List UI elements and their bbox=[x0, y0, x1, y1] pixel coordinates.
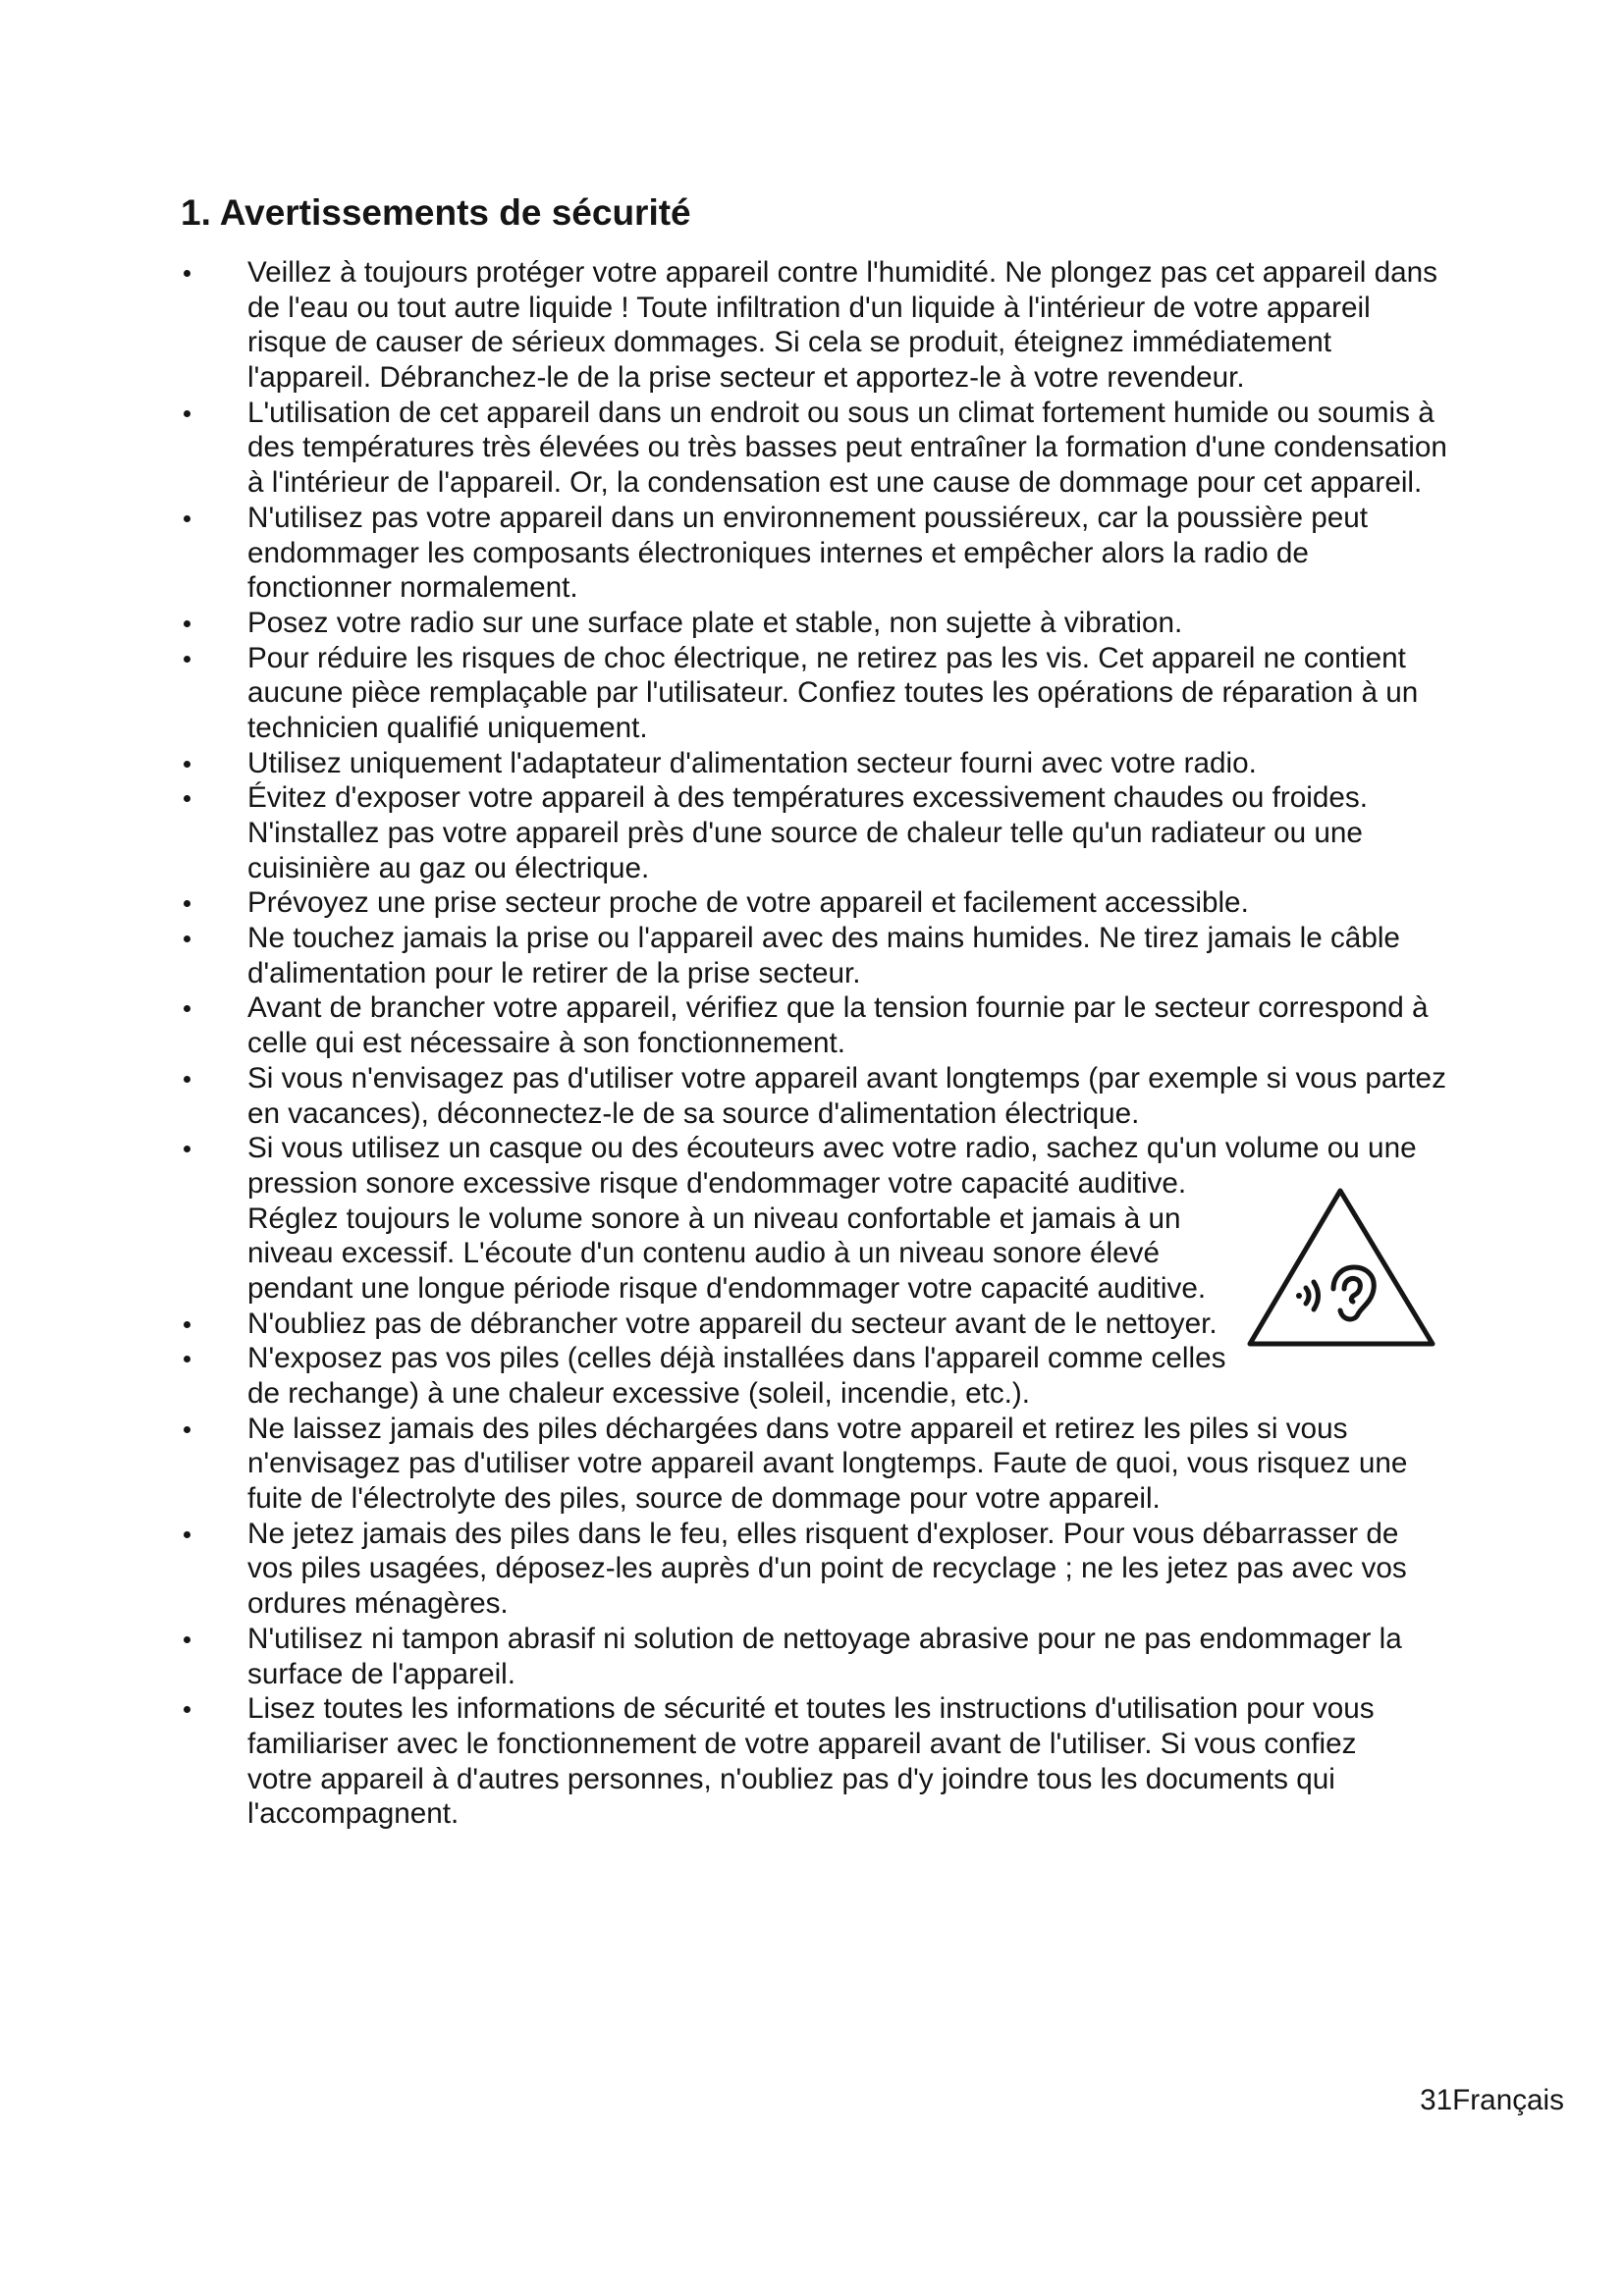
warning-line: N'exposez pas vos piles (celles déjà installées dans l'appareil comme celles bbox=[247, 1342, 1226, 1375]
warning-line: niveau excessif. L'écoute d'un contenu audio à un niveau sonore élevé bbox=[247, 1237, 1161, 1270]
warning-line: vos piles usagées, déposez-les auprès d'un point de recyclage ; ne les jetez pas avec vos bbox=[247, 1552, 1407, 1585]
warning-line: L'utilisation de cet appareil dans un endroit ou sous un climat fortement humide ou soumis à bbox=[247, 396, 1435, 429]
warning-item bbox=[0, 1517, 1624, 1622]
warning-line: celle qui est nécessaire à son fonctionnement. bbox=[247, 1027, 845, 1060]
warning-item bbox=[0, 1622, 1624, 1691]
warning-item bbox=[0, 990, 1624, 1060]
warning-line: votre appareil à d'autres personnes, n'oubliez pas d'y joindre tous les documents qui bbox=[247, 1762, 1335, 1795]
bullet bbox=[184, 620, 190, 627]
warning-item bbox=[0, 780, 1624, 885]
warning-line: fuite de l'électrolyte des piles, source de dommage pour votre appareil. bbox=[247, 1482, 1161, 1516]
warning-item bbox=[0, 921, 1624, 990]
warning-line: à l'intérieur de l'appareil. Or, la condensation est une cause de dommage pour cet appareil. bbox=[247, 466, 1423, 500]
warning-item bbox=[0, 255, 1624, 396]
warning-line: d'alimentation pour le retirer de la prise secteur. bbox=[247, 956, 861, 989]
bullet bbox=[184, 410, 190, 417]
warning-line: Si vous utilisez un casque ou des écouteurs avec votre radio, sachez qu'un volume ou une bbox=[247, 1132, 1417, 1165]
warning-line: familiariser avec le fonctionnement de votre appareil avant de l'utiliser. Si vous confiez bbox=[247, 1727, 1357, 1760]
warning-line: surface de l'appareil. bbox=[247, 1657, 516, 1690]
bullet bbox=[184, 1426, 190, 1433]
hearing-damage-warning-icon bbox=[1242, 1183, 1440, 1352]
warning-line: l'accompagnent. bbox=[247, 1797, 460, 1831]
warning-line: Si vous n'envisagez pas d'utiliser votre appareil avant longtemps (par exemple si vous partez bbox=[247, 1061, 1446, 1095]
warning-item bbox=[0, 1691, 1624, 1832]
safety-warnings-list bbox=[0, 255, 1624, 1832]
warning-item bbox=[0, 501, 1624, 606]
warning-line: Posez votre radio sur une surface plate et stable, non sujette à vibration. bbox=[247, 606, 1183, 639]
warning-line: cuisinière au gaz ou électrique. bbox=[247, 851, 650, 884]
warning-line: Réglez toujours le volume sonore à un niveau confortable et jamais à un bbox=[247, 1201, 1181, 1235]
warning-line: Ne laissez jamais des piles déchargées dans votre appareil et retirez les piles si vous bbox=[247, 1412, 1348, 1445]
warning-item bbox=[0, 746, 1624, 781]
warning-line: N'utilisez pas votre appareil dans un environnement poussiéreux, car la poussière peut bbox=[247, 501, 1369, 534]
warning-line: Avant de brancher votre appareil, vérifiez que la tension fournie par le secteur correspond à bbox=[247, 991, 1429, 1025]
warning-line: N'utilisez ni tampon abrasif ni solution de nettoyage abrasive pour ne pas endommager la bbox=[247, 1622, 1402, 1655]
warning-line: fonctionner normalement. bbox=[247, 571, 578, 605]
warning-line: Utilisez uniquement l'adaptateur d'alimentation secteur fourni avec votre radio. bbox=[247, 746, 1257, 779]
bullet bbox=[184, 515, 190, 522]
page-number: 31Français bbox=[1420, 2084, 1564, 2116]
bullet bbox=[184, 1321, 190, 1328]
warning-line: l'appareil. Débranchez-le de la prise secteur et apportez-le à votre revendeur. bbox=[247, 361, 1245, 395]
warning-line: ordures ménagères. bbox=[247, 1587, 509, 1621]
bullet bbox=[184, 270, 190, 277]
warning-item bbox=[0, 396, 1624, 501]
warning-line: aucune pièce remplaçable par l'utilisateur. Confiez toutes les opérations de réparation à un bbox=[247, 676, 1419, 710]
warning-line: Ne jetez jamais des piles dans le feu, elles risquent d'exploser. Pour vous débarrasser de bbox=[247, 1517, 1399, 1550]
warning-item bbox=[0, 885, 1624, 921]
bullet bbox=[184, 935, 190, 942]
warning-line: pression sonore excessive risque d'endommager votre capacité auditive. bbox=[247, 1166, 1187, 1200]
bullet bbox=[184, 1531, 190, 1538]
warning-line: n'envisagez pas d'utiliser votre appareil avant longtemps. Faute de quoi, vous risquez une bbox=[247, 1447, 1408, 1480]
warning-line: endommager les composants électroniques internes et empêcher alors la radio de bbox=[247, 536, 1309, 569]
warning-item bbox=[0, 606, 1624, 641]
warning-line: pendant une longue période risque d'endommager votre capacité auditive. bbox=[247, 1271, 1207, 1305]
warning-line: Veillez à toujours protéger votre appareil contre l'humidité. Ne plongez pas cet appareil dans bbox=[247, 256, 1438, 289]
warning-item bbox=[0, 641, 1624, 746]
warning-line: en vacances), déconnectez-le de sa source d'alimentation électrique. bbox=[247, 1096, 1140, 1130]
warning-line: Évitez d'exposer votre appareil à des températures excessivement chaudes ou froides. bbox=[247, 781, 1368, 815]
warning-item bbox=[0, 1061, 1624, 1131]
warning-line: des températures très élevées ou très basses peut entraîner la formation d'une condensation bbox=[247, 431, 1447, 464]
section-title: 1. Avertissements de sécurité bbox=[181, 192, 691, 233]
warning-line: N'oubliez pas de débrancher votre appareil du secteur avant de le nettoyer. bbox=[247, 1307, 1218, 1340]
warning-item bbox=[0, 1412, 1624, 1517]
warning-line: Pour réduire les risques de choc électrique, ne retirez pas les vis. Cet appareil ne contient bbox=[247, 641, 1406, 674]
bullet bbox=[184, 1636, 190, 1643]
warning-line: technicien qualifié uniquement. bbox=[247, 711, 648, 744]
warning-line: de rechange) à une chaleur excessive (soleil, incendie, etc.). bbox=[247, 1377, 1031, 1410]
warning-item bbox=[0, 1341, 1624, 1411]
warning-line: Prévoyez une prise secteur proche de votre appareil et facilement accessible. bbox=[247, 886, 1249, 920]
bullet bbox=[184, 1076, 190, 1083]
warning-line: de l'eau ou tout autre liquide ! Toute infiltration d'un liquide à l'intérieur de votre appareil bbox=[247, 291, 1371, 324]
bullet bbox=[184, 761, 190, 768]
warning-line: risque de causer de sérieux dommages. Si cela se produit, éteignez immédiatement bbox=[247, 326, 1331, 359]
warning-line: N'installez pas votre appareil près d'une source de chaleur telle qu'un radiateur ou une bbox=[247, 817, 1363, 849]
bullet bbox=[184, 656, 190, 663]
warning-line: Lisez toutes les informations de sécurité et toutes les instructions d'utilisation pour vous bbox=[247, 1692, 1375, 1726]
warning-line: Ne touchez jamais la prise ou l'appareil avec des mains humides. Ne tirez jamais le câble bbox=[247, 922, 1400, 955]
